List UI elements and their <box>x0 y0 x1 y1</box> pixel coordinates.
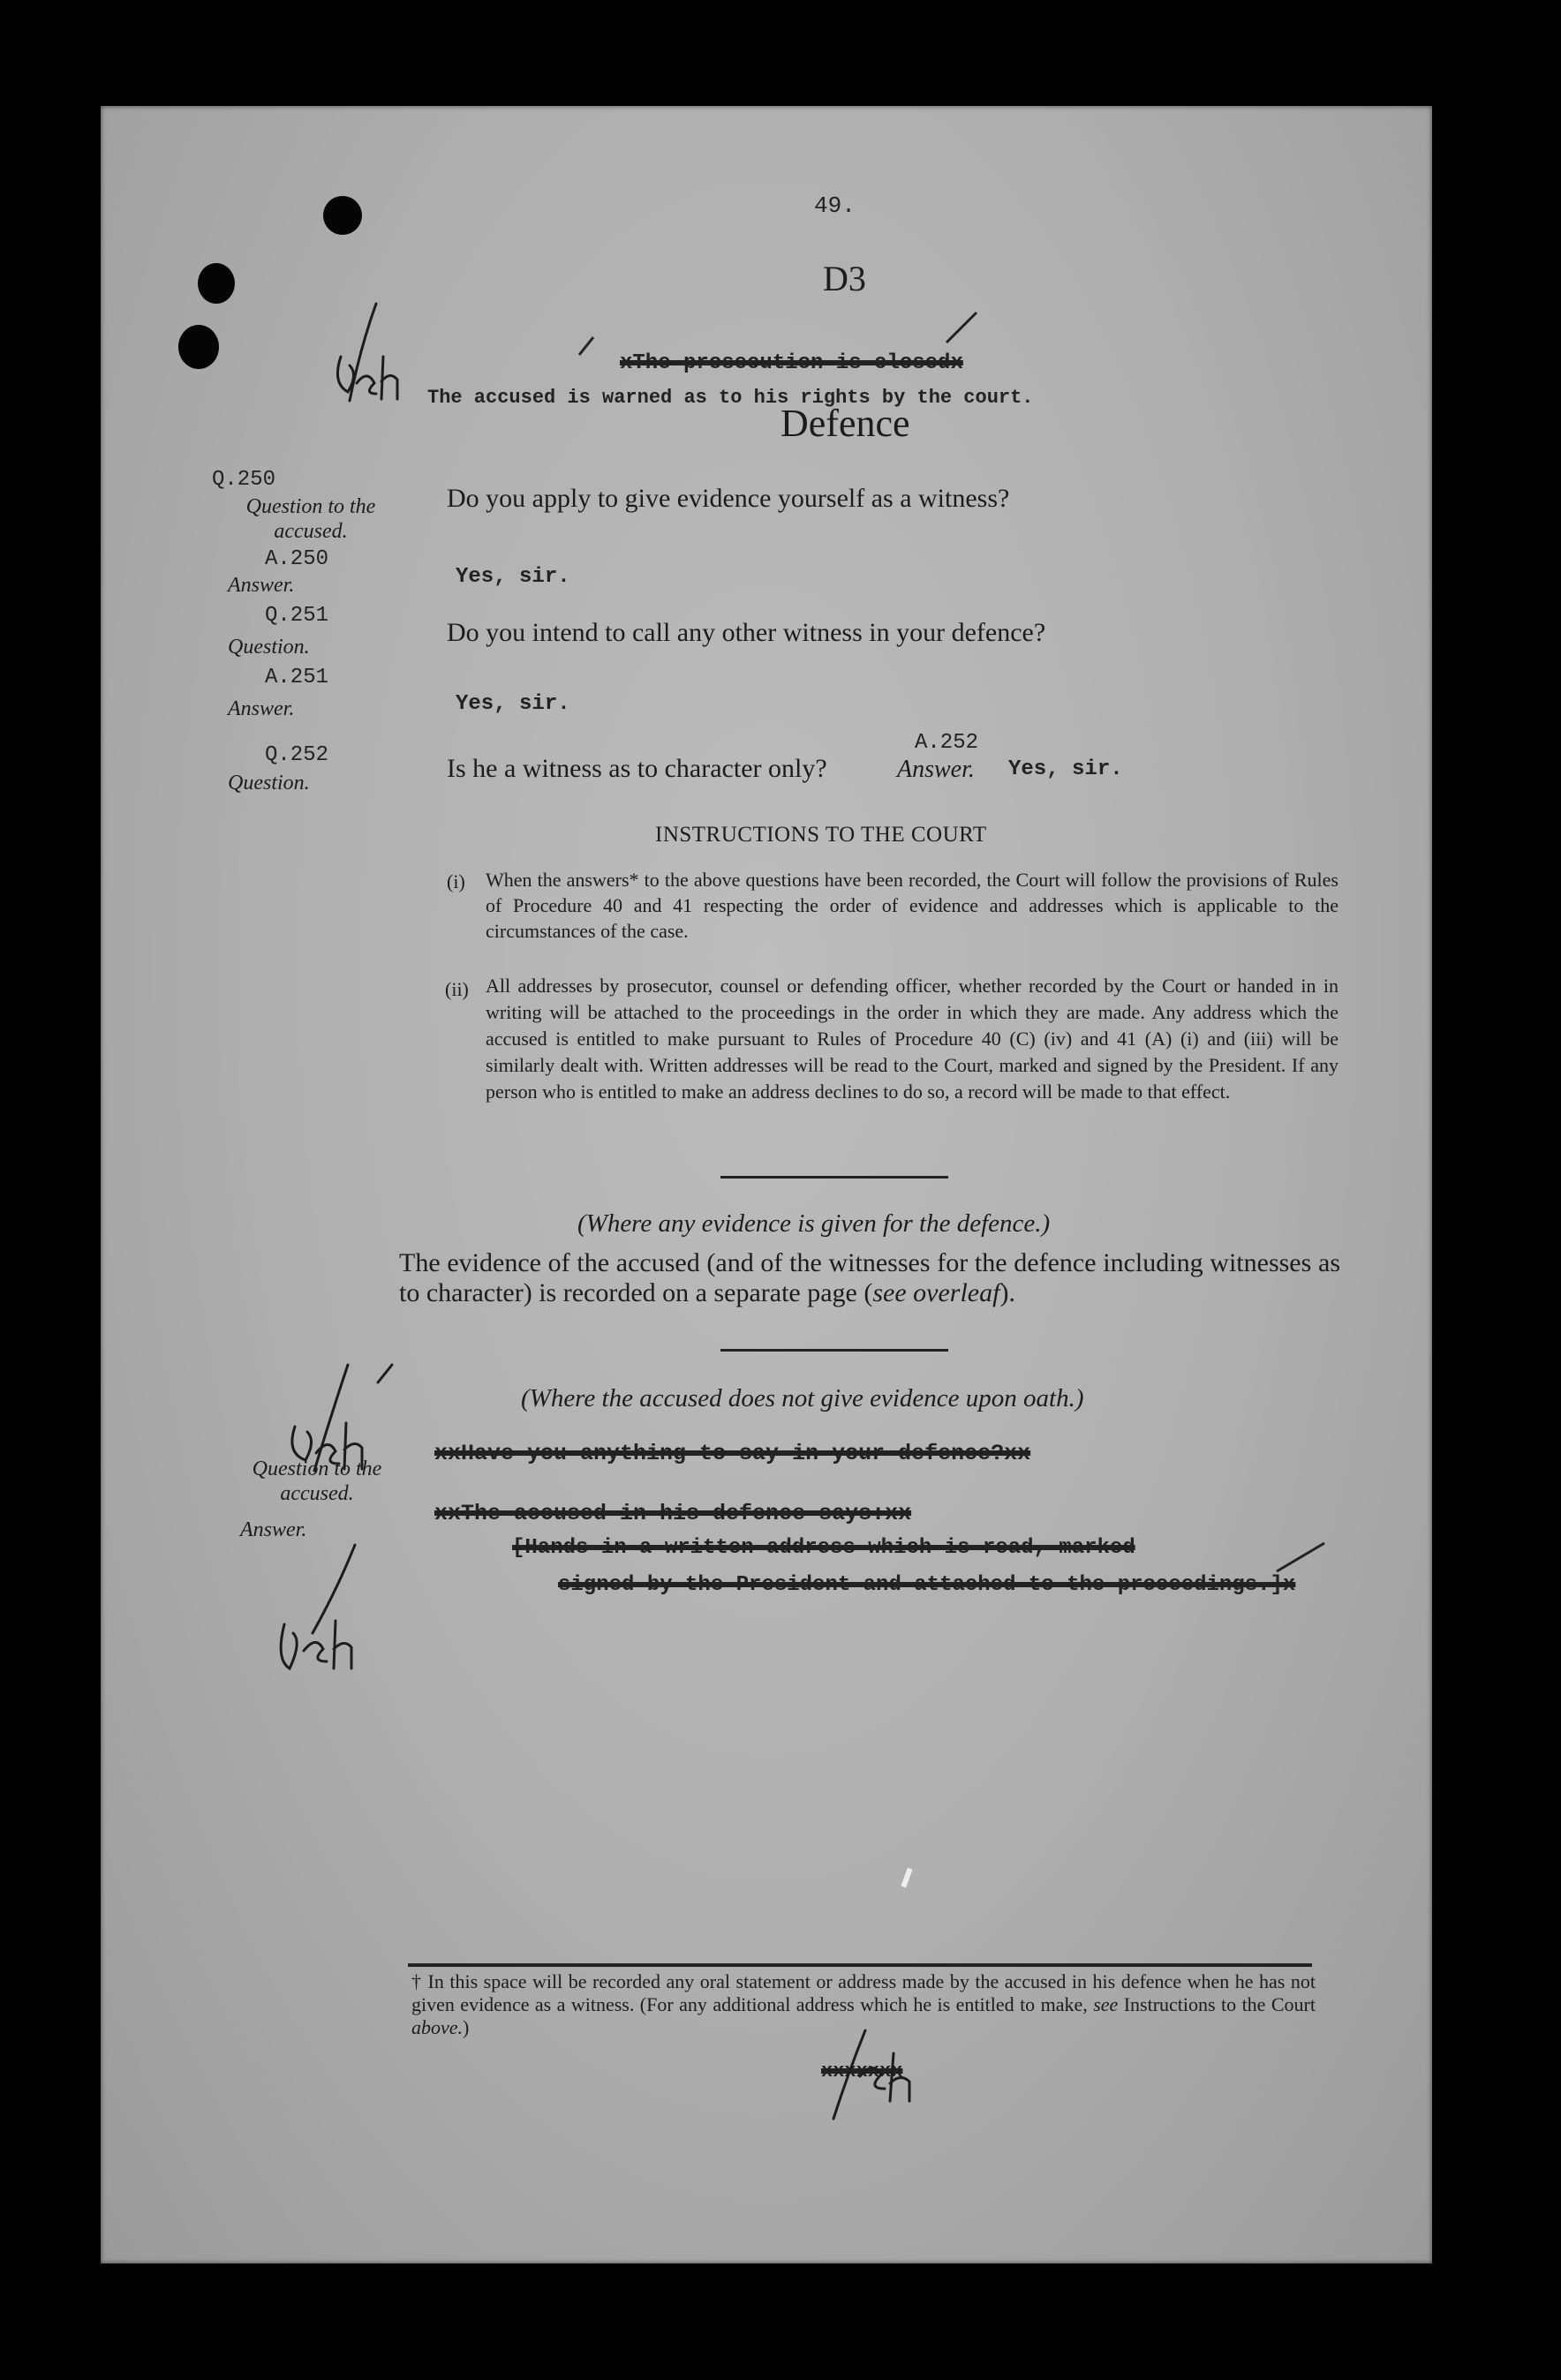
no-oath-section-heading: (Where the accused does not give evidence upon oath.) <box>521 1384 1084 1412</box>
page-number: 49. <box>814 192 856 219</box>
struck-footnote-mark: xxxxxxx <box>821 2060 903 2082</box>
initials-signature-low <box>258 1536 381 1677</box>
form-code: D3 <box>823 259 866 298</box>
footnote-rule <box>408 1963 1312 1967</box>
struck-handed-line-2: signed by the President and attached to the proceedings.]x <box>558 1573 1296 1597</box>
struck-handed-line-1: [Hands in a written address which is read, marked <box>512 1536 1135 1560</box>
warned-line: The accused is warned as to his rights by the court. <box>427 387 1034 409</box>
tick-mark-left <box>574 328 609 364</box>
ref-q252-label: Question. <box>228 772 310 795</box>
question-250-text: Do you apply to give evidence yourself as a witness? <box>447 484 1010 513</box>
question-251-text: Do you intend to call any other witness in your defence? <box>447 618 1046 647</box>
ref-a250-label: Answer. <box>228 574 295 597</box>
initials-signature-top <box>305 295 429 410</box>
ref-q251: Q.251 <box>265 604 329 628</box>
paper-speck <box>901 1868 912 1888</box>
tick-mark-right <box>941 305 985 350</box>
instruction-item-1-num: (i) <box>447 870 465 892</box>
ref-q250: Q.250 <box>212 468 276 492</box>
instructions-heading: INSTRUCTIONS TO THE COURT <box>655 823 987 847</box>
ref-a250: A.250 <box>265 547 329 571</box>
ref-a252: A.252 <box>915 731 979 755</box>
punch-hole-top <box>323 196 362 235</box>
answer-250-text: Yes, sir. <box>456 565 570 589</box>
ref-a251-label: Answer. <box>228 697 295 720</box>
defence-title: Defence <box>780 402 910 445</box>
ref-q250-label: Question to the accused. <box>245 495 376 543</box>
answer-252-text: Yes, sir. <box>1008 757 1123 781</box>
evidence-section-text: The evidence of the accused (and of the witnesses for the defence including witnesses as to character) is recorded on a separate page (see overleaf). <box>399 1248 1340 1307</box>
evidence-section-heading: (Where any evidence is given for the defence.) <box>577 1209 1051 1238</box>
initials-signature-footnote <box>812 2022 945 2128</box>
answer-251-text: Yes, sir. <box>456 692 570 716</box>
struck-prosecution-closed: xThe prosecution is closedx <box>620 351 963 375</box>
question-252-text: Is he a witness as to character only? <box>447 754 827 783</box>
footnote-text: † In this space will be recorded any oral statement or address made by the accused in his defence when he has not given evidence as a witness. (For any additional address which he is entitled to make, see Instructions to the Court above.) <box>411 1970 1316 2038</box>
divider-rule-2 <box>720 1349 948 1352</box>
ref-a251: A.251 <box>265 666 329 689</box>
punch-hole-middle <box>198 263 235 304</box>
divider-rule-1 <box>720 1176 948 1179</box>
tick-mark-handed <box>1271 1536 1333 1580</box>
instruction-item-2-text: All addresses by prosecutor, counsel or defending officer, whether recorded by the Court or handed in in writing will be attached to the proceedings in the order in which they are made. Any address which the accused is entitled to make pursuant to Rules of Procedure 40 (C) (iv) and 41 (A) (i) and (iii) will be similarly dealt with. Written addresses will be read to the Court, marked and signed by the President. If any person who is entitled to make an address declines to do so, a record will be made to that effect. <box>486 975 1339 1103</box>
document-page <box>101 106 1432 2263</box>
no-oath-answer-label: Answer. <box>240 1518 307 1541</box>
punch-hole-lower <box>178 325 219 369</box>
struck-answer-defence: xxThe accused in his defence says:xx <box>434 1501 912 1526</box>
instruction-item-2-num: (ii) <box>445 978 469 1000</box>
initials-signature-mid <box>260 1356 401 1480</box>
instruction-item-1-text: When the answers* to the above questions have been recorded, the Court will follow the provisions of Rules of Procedure 40 and 41 respecting the order of evidence and addresses which is applicable to the circumstances of the case. <box>486 869 1339 942</box>
ref-q251-label: Question. <box>228 636 310 659</box>
no-oath-question-label: Question to the accused. <box>252 1457 382 1505</box>
ref-a252-label: Answer. <box>897 756 975 783</box>
ref-q252: Q.252 <box>265 743 329 767</box>
struck-question-defence: xxHave you anything to say in your defence?xx <box>434 1441 1031 1466</box>
